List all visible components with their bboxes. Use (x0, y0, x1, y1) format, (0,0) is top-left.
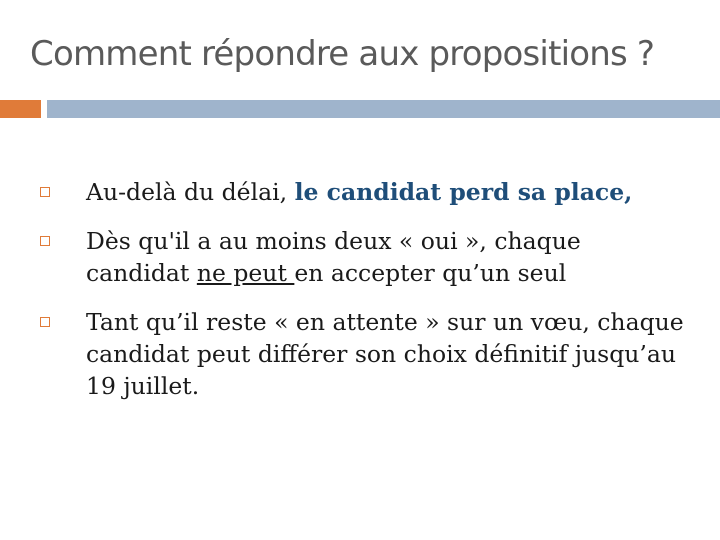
slide-title: Comment répondre aux propositions ? (30, 34, 655, 74)
square-bullet-icon (40, 317, 50, 327)
square-bullet-icon (40, 187, 50, 197)
square-bullet-icon (40, 236, 50, 246)
title-accent-bar (0, 100, 41, 118)
bullet-list (40, 176, 700, 419)
bullet-text: en accepter qu’un seul (294, 259, 567, 287)
bullet-item (40, 225, 700, 289)
bullet-text: Au-delà du délai, (86, 178, 295, 206)
bullet-underlined: ne peut (196, 259, 295, 287)
bullet-text: Tant qu’il reste « en attente » sur un vœu, chaque candidat peut différer son choix définitif jusqu’au 19 juillet. (86, 308, 684, 400)
bullet-text: Dès qu'il a au moins deux « oui », chaque (86, 227, 581, 255)
bullet-item (40, 176, 700, 208)
title-divider-bar (47, 100, 720, 118)
bullet-text: candidat (86, 259, 197, 287)
bullet-item (40, 306, 700, 402)
bullet-highlight: le candidat perd sa place, (294, 178, 633, 206)
